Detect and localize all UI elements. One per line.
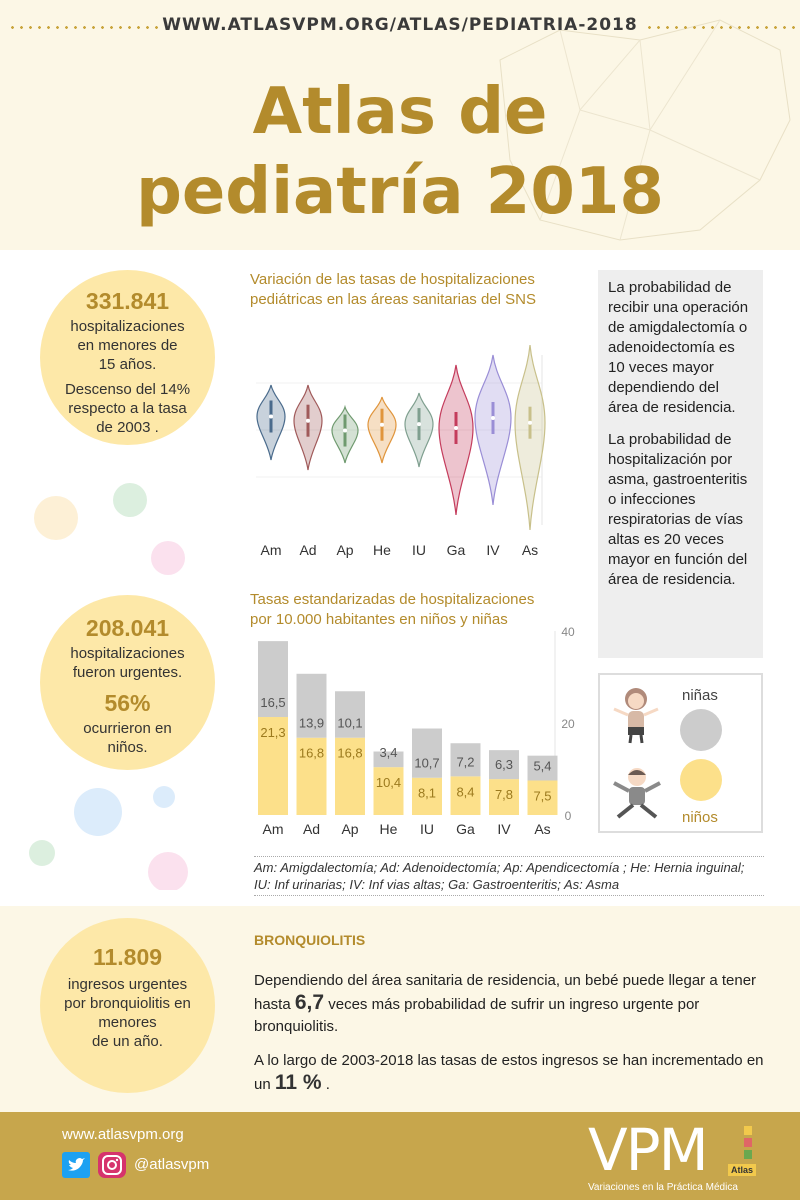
bubble [151,541,185,575]
bronchiolitis-text: de un año. [92,1033,163,1050]
legend-box [598,673,763,833]
hospitalizations-value: 331.841 [85,288,170,314]
hosp-desc: Descenso del 14% [64,381,191,398]
violin-median-iv [491,416,495,420]
bar-category-as: As [534,821,551,837]
bronchiolitis-value: 11.809 [92,944,163,970]
hosp-text: en menores de [77,337,178,354]
legend-boys-label: niños [682,809,718,826]
logo-square-red [744,1138,752,1147]
violin-median-ad [306,419,310,423]
atlas-url[interactable]: WWW.ATLASVPM.ORG/ATLAS/PEDIATRIA-2018 [162,15,638,35]
logo-tagline: Variaciones en la Práctica Médica [588,1182,738,1193]
bar-ytick: 20 [561,717,575,731]
bronchiolitis-text: ingresos urgentes [67,976,188,993]
logo-square-yellow [744,1126,752,1135]
bronchiolitis-text: veces más probabilidad de sufrir un ingreso urgente por bronquiolitis. [254,996,700,1035]
bronchiolitis-paragraph-2 [254,1050,774,1096]
urgent-text: fueron urgentes. [72,664,183,681]
bubble [153,786,175,808]
bar-chart [250,625,590,850]
dotted-line-left [8,26,158,29]
vpm-logo: VPM [588,1116,707,1184]
bar-boys-value: 8,4 [456,784,475,800]
bronchiolitis-paragraph-1 [254,970,774,1038]
urgent-circle [40,595,215,770]
hospitalizations-circle [40,270,215,445]
bar-ytick: 40 [561,625,575,639]
footer [0,1112,800,1200]
violin-median-iu [417,422,421,426]
logo-atlas-badge: Atlas [728,1164,756,1176]
bronchiolitis-text: menores [98,1014,157,1031]
bubble [148,852,188,890]
violin-label-iu: IU [412,542,426,558]
page-title [0,72,800,232]
bar-boys-value: 21,3 [260,725,286,741]
footer-website-link[interactable]: www.atlasvpm.org [62,1126,184,1143]
violin-title-line: pediátricas en las áreas sanitarias del SNS [250,291,536,308]
bronchiolitis-title: BRONQUIOLITIS [254,932,366,948]
violin-label-he: He [373,542,391,558]
bar-category-iu: IU [420,821,434,837]
bubble [34,496,78,540]
bar-girls-value: 6,3 [494,757,514,773]
bar-ytick: 0 [564,809,572,823]
logo-square-green [744,1150,752,1159]
violin-label-ad: Ad [299,542,317,558]
bronchiolitis-highlight: 6,7 [294,991,325,1014]
girl-illustration-icon [606,683,666,745]
bar-girls-value: 10,7 [414,755,440,771]
violin-chart [250,345,560,565]
info-box [598,270,763,658]
bronchiolitis-text: A lo largo de 2003-2018 las tasas de estos ingresos se han incrementado en un [254,1052,764,1093]
bar-girls-value: 7,2 [456,754,475,770]
footer-social-handle[interactable]: @atlasvpm [134,1156,210,1173]
bronchiolitis-text: por bronquiolitis en [64,995,191,1012]
violin-median-ga [454,426,458,430]
bar-boys-value: 7,8 [494,787,514,803]
bar-category-ga: Ga [456,821,475,837]
bar-title-line: por 10.000 habitantes en niños y niñas [250,611,508,628]
bar-boys-value: 16,8 [298,745,325,761]
hosp-desc: de 2003 . [96,419,159,436]
violin-chart-title [250,270,590,310]
violin-median-ap [343,429,347,433]
legend-girls-swatch [680,709,722,751]
bar-girls-value: 10,1 [337,715,363,731]
header-band [0,0,800,250]
bar-category-iv: IV [497,821,511,837]
instagram-icon[interactable] [98,1152,126,1178]
abbreviations-note: Am: Amigdalectomía; Ad: Adenoidectomía; Ap: Apendicectomía ; He: Hernia inguinal; IU: Inf urinarias; IV: Inf vias altas; Ga: Gastroenteritis; As: Asma [254,856,764,896]
bar-boys-value: 16,8 [337,745,363,761]
bar-category-am: Am [262,821,284,837]
bronchiolitis-text: . [325,1076,330,1093]
urgent-text: hospitalizaciones [70,645,185,662]
bronchiolitis-highlight: 11 % [274,1071,322,1094]
dotted-line-right [645,26,795,29]
violin-label-as: As [521,542,539,558]
bar-boys-value: 7,5 [533,788,552,804]
bar-category-ap: Ap [341,821,359,837]
urgent-value: 208.041 [85,615,170,641]
title-line-2: pediatría 2018 [136,155,664,229]
bar-girls-value: 16,5 [260,695,286,711]
legend-girls-label: niñas [682,687,718,704]
bubble [113,483,147,517]
bar-chart-title [250,590,570,630]
violin-label-ga: Ga [446,542,466,558]
urgent-text: niños. [107,739,148,756]
boy-illustration-icon [606,763,668,825]
violin-label-ap: Ap [336,542,354,558]
title-line-1: Atlas de [252,75,548,149]
bronchiolitis-circle [40,918,215,1093]
bronchiolitis-text: Dependiendo del área sanitaria de residencia, un bebé puede llegar a tener hasta [254,972,757,1013]
violin-median-as [528,421,532,425]
legend-boys-swatch [680,759,722,801]
bubble [74,788,122,836]
bar-girls-ap [335,691,365,737]
urgent-percentage: 56% [104,690,151,716]
info-paragraph-2: La probabilidad de hospitalización por asma, gastroenteritis o infecciones respiratorias de vías altas es 20 veces mayor en función del área de residencia. [608,431,748,588]
bar-girls-value: 5,4 [533,758,552,774]
hosp-desc: respecto a la tasa [68,400,187,417]
violin-median-am [269,415,273,419]
twitter-icon[interactable] [62,1152,90,1178]
bar-boys-value: 8,1 [417,785,437,801]
violin-label-iv: IV [486,542,500,558]
violin-title-line: Variación de las tasas de hospitalizaciones [250,271,535,288]
bar-category-ad: Ad [302,821,321,837]
violin-label-am: Am [260,542,282,558]
bar-girls-value: 3,4 [379,745,398,761]
bar-boys-value: 10,4 [375,775,402,791]
bar-girls-value: 13,9 [298,715,325,731]
urgent-text: ocurrieron en [83,720,172,737]
hosp-text: 15 años. [98,356,157,373]
bar-title-line: Tasas estandarizadas de hospitalizaciones [250,591,535,608]
violin-median-he [380,423,384,427]
bubble [29,840,55,866]
info-paragraph-1: La probabilidad de recibir una operación de amigdalectomía o adenoidectomía es 10 veces mayor dependiendo del área de residencia. [608,279,749,416]
hosp-text: hospitalizaciones [70,318,185,335]
bar-category-he: He [379,821,398,837]
